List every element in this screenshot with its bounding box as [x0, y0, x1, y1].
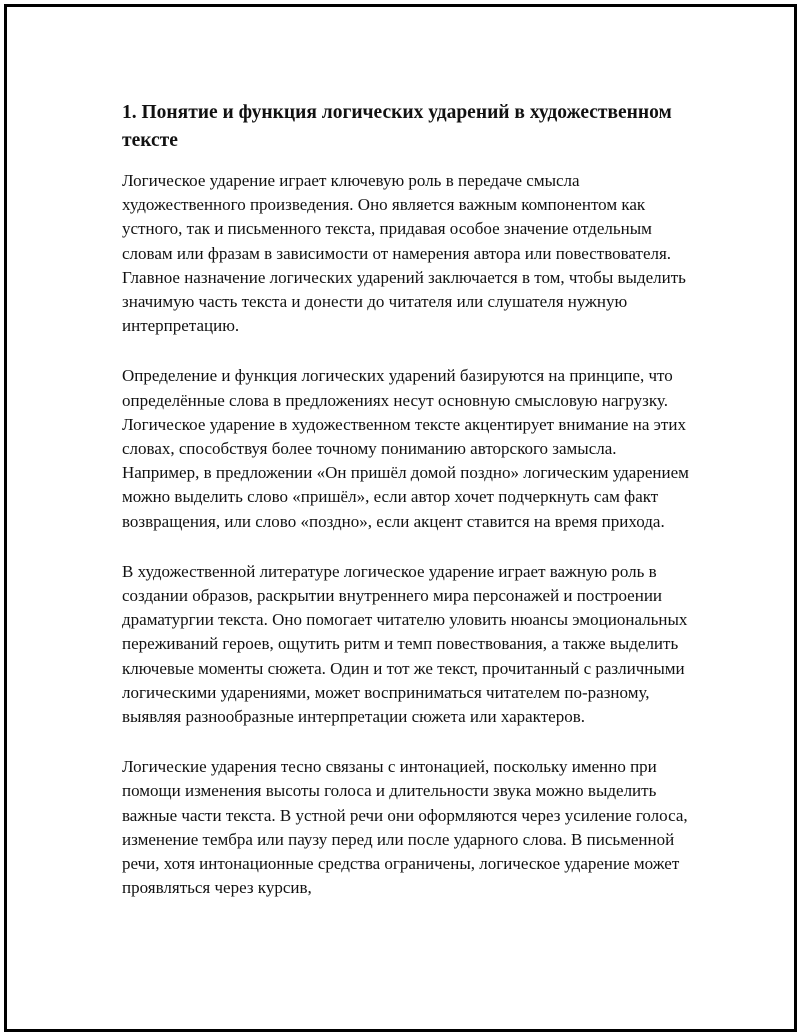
paragraph: В художественной литературе логическое ударение играет важную роль в создании образов, раскрытии внутреннего мира персонажей и построении драматургии текста. Оно помогает читателю уловить нюансы эмоциональных переживаний героев, ощутить ритм и темп повествования, а также выделить ключевые моменты сюжета. Один и тот же текст, прочитанный с различными логическими ударениями, может восприниматься читателем по-разному, выявляя разнообразные интерпретации сюжета или характеров. — [122, 561, 688, 727]
paragraph: Логическое ударение играет ключевую роль в передаче смысла художественного произведения. Оно является важным компонентом как устного, так и письменного текста, придавая особое значение отдельным словам или фразам в зависимости от намерения автора или повествователя. Главное назначение логических ударений заключается в том, чтобы выделить значимую часть текста и донести до читателя или слушателя нужную интерпретацию. — [122, 171, 686, 336]
document-body — [122, 99, 692, 926]
paragraph: Логические ударения тесно связаны с интонацией, поскольку именно при помощи изменения высоты голоса и длительности звука можно выделить важные части текста. В устной речи они оформляются через усиление голоса, изменение тембра или паузу перед или после ударного слова. В письменной речи, хотя интонационные средства ограничены, логическое ударение может проявляться через курсив, — [122, 757, 688, 898]
paragraph: Определение и функция логических ударений базируются на принципе, что определённые слова в предложениях несут основную смысловую нагрузку. Логическое ударение в художественном тексте акцентирует внимание на этих словах, способствуя более точному пониманию авторского замысла. Например, в предложении «Он пришёл домой поздно» логическим ударением можно выделить слово «пришёл», если автор хочет подчеркнуть сам факт возвращения, или слово «поздно», если акцент ставится на время прихода. — [122, 366, 689, 531]
section-heading: 1. Понятие и функция логических ударений в художественном тексте — [122, 102, 672, 151]
page-frame — [4, 4, 797, 1032]
